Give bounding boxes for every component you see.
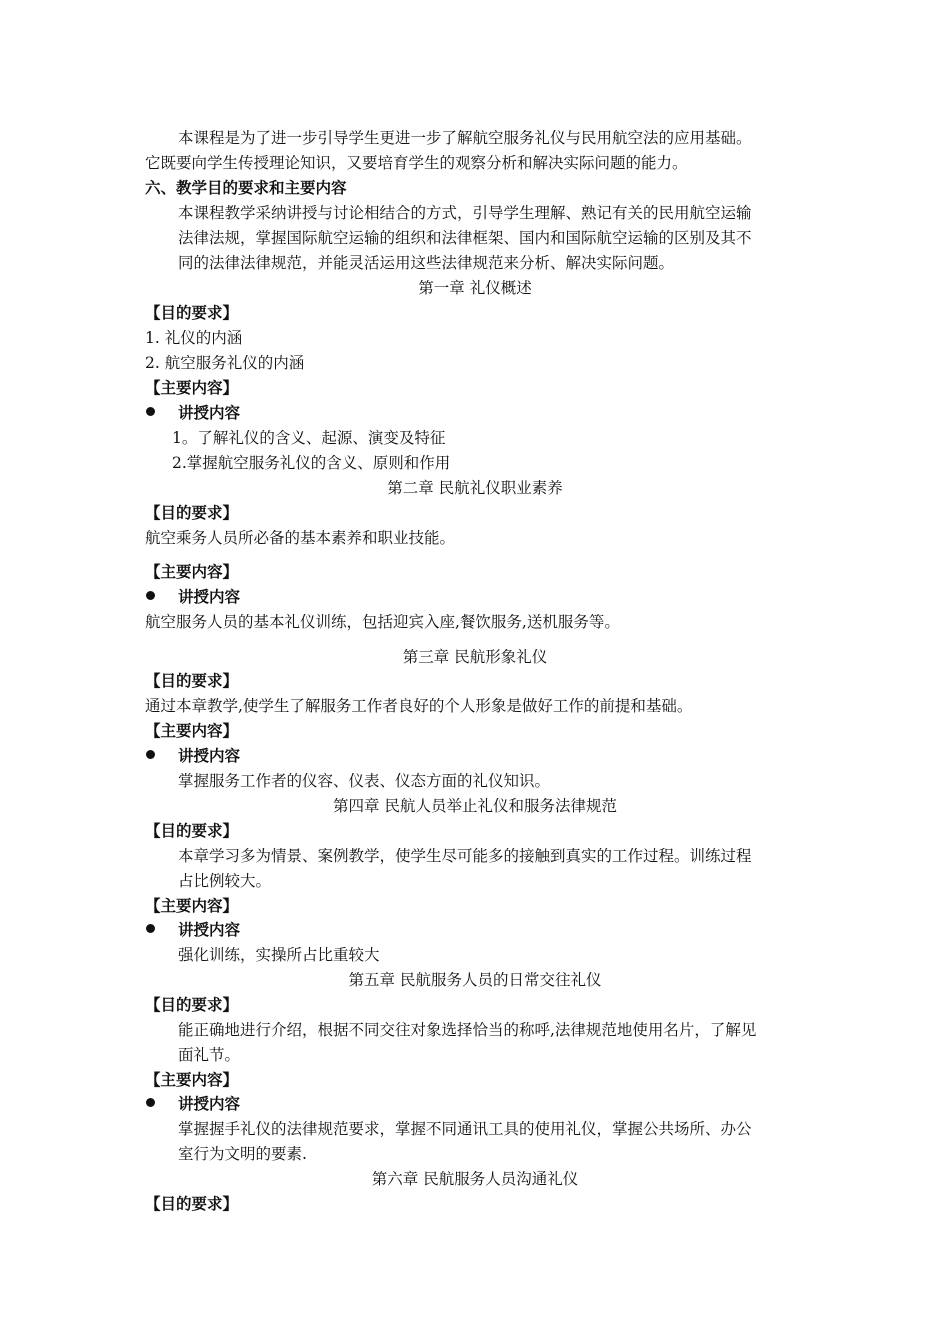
main-content-label: 【主要内容】 [145,722,239,740]
lecture-label: 讲授内容 [178,747,241,765]
chapter-3-content-1: 掌握服务工作者的仪容、仪表、仪态方面的礼仪知识。 [178,772,551,790]
chapter-1-content-2: 2.掌握航空服务礼仪的含义、原则和作用 [172,454,451,472]
chapter-1-objective-2: 2. 航空服务礼仪的内涵 [145,354,305,372]
objectives-label: 【目的要求】 [145,822,239,840]
bullet-icon [146,1098,155,1107]
objectives-label: 【目的要求】 [145,304,239,322]
chapter-2-content-1: 航空服务人员的基本礼仪训练，包括迎宾入座,餐饮服务,送机服务等。 [145,613,620,631]
chapter-1-title: 第一章 礼仪概述 [418,279,532,297]
intro-line-1: 本课程是为了进一步引导学生更进一步了解航空服务礼仪与民用航空法的应用基础。 [178,129,752,147]
chapter-5-objective-line-2: 面礼节。 [178,1046,241,1064]
objectives-label: 【目的要求】 [145,1195,239,1213]
objectives-label: 【目的要求】 [145,504,239,522]
chapter-4-content-1: 强化训练，实操所占比重较大 [178,946,380,964]
bullet-icon [146,750,155,759]
section-paragraph-line-2: 法律法规，掌握国际航空运输的组织和法律框架、国内和国际航空运输的区别及其不 [178,229,752,247]
chapter-6-title: 第六章 民航服务人员沟通礼仪 [371,1170,579,1188]
objectives-label: 【目的要求】 [145,672,239,690]
lecture-label: 讲授内容 [178,404,241,422]
chapter-2-objective: 航空乘务人员所必备的基本素养和职业技能。 [145,529,456,547]
main-content-label: 【主要内容】 [145,897,239,915]
chapter-5-content-line-1: 掌握握手礼仪的法律规范要求，掌握不同通讯工具的使用礼仪，掌握公共场所、办公 [178,1120,752,1138]
section-heading: 六、教学目的要求和主要内容 [145,179,347,197]
chapter-5-objective-line-1: 能正确地进行介绍，根据不同交往对象选择恰当的称呼,法律规范地使用名片，了解见 [178,1021,757,1039]
objectives-label: 【目的要求】 [145,996,239,1014]
chapter-1-objective-1: 1. 礼仪的内涵 [145,329,243,347]
chapter-5-content-line-2: 室行为文明的要素. [178,1145,307,1163]
chapter-3-title: 第三章 民航形象礼仪 [402,648,548,666]
lecture-label: 讲授内容 [178,1095,241,1113]
section-paragraph-line-3: 同的法律法律规范，并能灵活运用这些法律规范来分析、解决实际问题。 [178,254,675,272]
chapter-4-objective-line-2: 占比例较大。 [178,872,272,890]
lecture-label: 讲授内容 [178,921,241,939]
chapter-2-title: 第二章 民航礼仪职业素养 [387,479,563,497]
chapter-3-objective: 通过本章教学,使学生了解服务工作者良好的个人形象是做好工作的前提和基础。 [145,697,693,715]
lecture-label: 讲授内容 [178,588,241,606]
bullet-icon [146,591,155,600]
chapter-5-title: 第五章 民航服务人员的日常交往礼仪 [348,971,602,989]
main-content-label: 【主要内容】 [145,1071,239,1089]
chapter-4-title: 第四章 民航人员举止礼仪和服务法律规范 [333,797,617,815]
section-paragraph-line-1: 本课程教学采纳讲授与讨论相结合的方式，引导学生理解、熟记有关的民用航空运输 [178,204,752,222]
bullet-icon [146,407,155,416]
intro-line-2: 它既要向学生传授理论知识，又要培育学生的观察分析和解决实际问题的能力。 [145,154,688,172]
main-content-label: 【主要内容】 [145,563,239,581]
chapter-1-content-1: 1。了解礼仪的含义、起源、演变及特征 [172,429,446,447]
chapter-4-objective-line-1: 本章学习多为情景、案例教学，使学生尽可能多的接触到真实的工作过程。训练过程 [178,847,752,865]
bullet-icon [146,924,155,933]
main-content-label: 【主要内容】 [145,379,239,397]
